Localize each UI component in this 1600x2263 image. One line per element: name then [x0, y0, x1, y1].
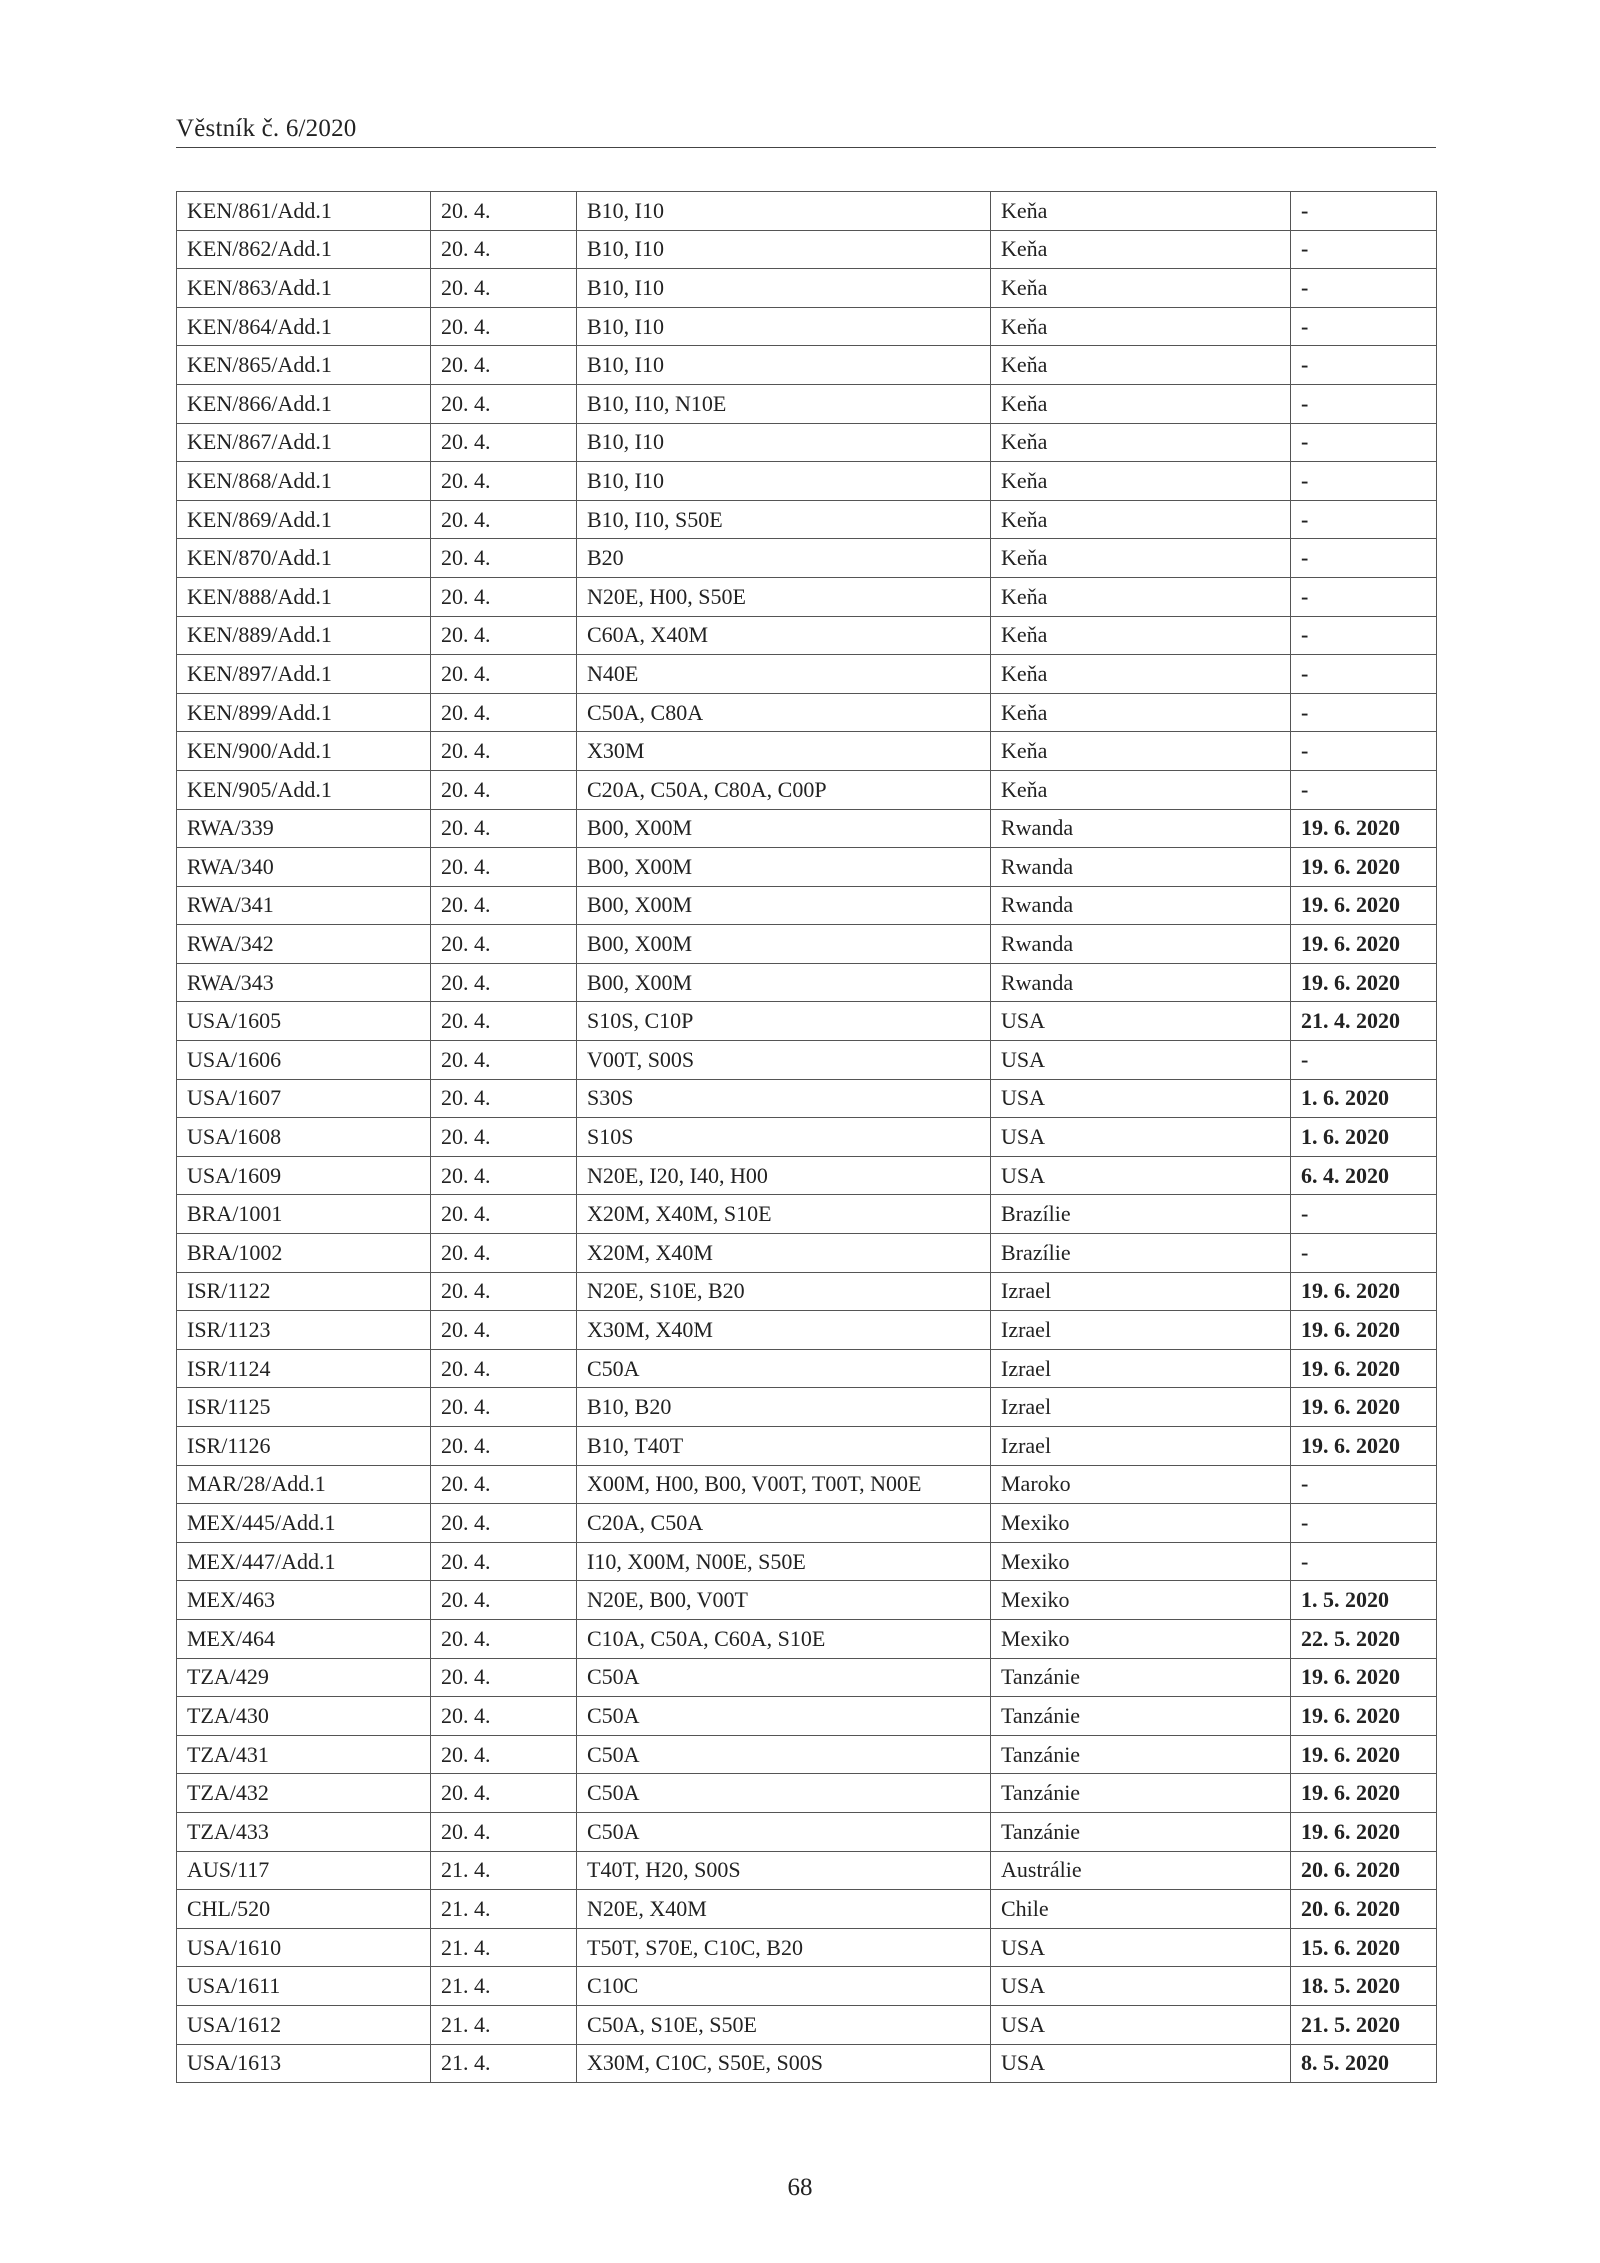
- date-cell: 20. 4.: [431, 384, 577, 423]
- ics-codes-cell: B00, X00M: [577, 925, 991, 964]
- ics-codes-cell: X00M, H00, B00, V00T, T00T, N00E: [577, 1465, 991, 1504]
- comment-deadline-cell: 20. 6. 2020: [1291, 1890, 1437, 1929]
- comment-deadline-cell: 20. 6. 2020: [1291, 1851, 1437, 1890]
- document-symbol-cell: KEN/897/Add.1: [177, 655, 431, 694]
- document-symbol-cell: ISR/1123: [177, 1311, 431, 1350]
- date-cell: 20. 4.: [431, 1581, 577, 1620]
- ics-codes-cell: B10, I10: [577, 462, 991, 501]
- ics-codes-cell: T40T, H20, S00S: [577, 1851, 991, 1890]
- date-cell: 20. 4.: [431, 963, 577, 1002]
- document-symbol-cell: USA/1612: [177, 2005, 431, 2044]
- country-cell: USA: [991, 2005, 1291, 2044]
- comment-deadline-cell: 21. 5. 2020: [1291, 2005, 1437, 2044]
- date-cell: 20. 4.: [431, 809, 577, 848]
- ics-codes-cell: S30S: [577, 1079, 991, 1118]
- document-symbol-cell: USA/1611: [177, 1967, 431, 2006]
- country-cell: USA: [991, 1928, 1291, 1967]
- table-row: [177, 1658, 1437, 1697]
- ics-codes-cell: B10, I10, S50E: [577, 500, 991, 539]
- table-row: [177, 384, 1437, 423]
- ics-codes-cell: B00, X00M: [577, 848, 991, 887]
- table-row: [177, 1272, 1437, 1311]
- page-header: [176, 112, 1436, 148]
- document-symbol-cell: TZA/431: [177, 1735, 431, 1774]
- date-cell: 21. 4.: [431, 2005, 577, 2044]
- country-cell: Maroko: [991, 1465, 1291, 1504]
- document-symbol-cell: AUS/117: [177, 1851, 431, 1890]
- comment-deadline-cell: -: [1291, 1504, 1437, 1543]
- comment-deadline-cell: 1. 5. 2020: [1291, 1581, 1437, 1620]
- country-cell: Keňa: [991, 384, 1291, 423]
- ics-codes-cell: B10, I10: [577, 307, 991, 346]
- ics-codes-cell: B20: [577, 539, 991, 578]
- comment-deadline-cell: -: [1291, 423, 1437, 462]
- comment-deadline-cell: -: [1291, 500, 1437, 539]
- document-symbol-cell: ISR/1125: [177, 1388, 431, 1427]
- document-symbol-cell: RWA/342: [177, 925, 431, 964]
- comment-deadline-cell: 19. 6. 2020: [1291, 1735, 1437, 1774]
- document-symbol-cell: RWA/339: [177, 809, 431, 848]
- ics-codes-cell: V00T, S00S: [577, 1041, 991, 1080]
- date-cell: 20. 4.: [431, 616, 577, 655]
- table-row: [177, 1156, 1437, 1195]
- date-cell: 20. 4.: [431, 655, 577, 694]
- comment-deadline-cell: -: [1291, 462, 1437, 501]
- ics-codes-cell: B10, I10: [577, 423, 991, 462]
- comment-deadline-cell: 19. 6. 2020: [1291, 848, 1437, 887]
- comment-deadline-cell: 1. 6. 2020: [1291, 1079, 1437, 1118]
- date-cell: 20. 4.: [431, 500, 577, 539]
- ics-codes-cell: C20A, C50A: [577, 1504, 991, 1543]
- country-cell: Izrael: [991, 1349, 1291, 1388]
- date-cell: 20. 4.: [431, 1774, 577, 1813]
- ics-codes-cell: C20A, C50A, C80A, C00P: [577, 770, 991, 809]
- country-cell: Keňa: [991, 269, 1291, 308]
- date-cell: 20. 4.: [431, 346, 577, 385]
- comment-deadline-cell: -: [1291, 655, 1437, 694]
- country-cell: Tanzánie: [991, 1658, 1291, 1697]
- comment-deadline-cell: 21. 4. 2020: [1291, 1002, 1437, 1041]
- document-symbol-cell: KEN/888/Add.1: [177, 577, 431, 616]
- table-row: [177, 1697, 1437, 1736]
- country-cell: Austrálie: [991, 1851, 1291, 1890]
- table-row: [177, 1465, 1437, 1504]
- document-symbol-cell: KEN/865/Add.1: [177, 346, 431, 385]
- table-row: [177, 1118, 1437, 1157]
- ics-codes-cell: B00, X00M: [577, 886, 991, 925]
- ics-codes-cell: N40E: [577, 655, 991, 694]
- comment-deadline-cell: -: [1291, 307, 1437, 346]
- country-cell: Mexiko: [991, 1581, 1291, 1620]
- document-symbol-cell: CHL/520: [177, 1890, 431, 1929]
- ics-codes-cell: I10, X00M, N00E, S50E: [577, 1542, 991, 1581]
- date-cell: 20. 4.: [431, 1079, 577, 1118]
- comment-deadline-cell: -: [1291, 616, 1437, 655]
- country-cell: Keňa: [991, 770, 1291, 809]
- country-cell: USA: [991, 1118, 1291, 1157]
- date-cell: 21. 4.: [431, 2044, 577, 2083]
- country-cell: USA: [991, 1002, 1291, 1041]
- document-symbol-cell: RWA/340: [177, 848, 431, 887]
- country-cell: Brazílie: [991, 1234, 1291, 1273]
- country-cell: Izrael: [991, 1311, 1291, 1350]
- date-cell: 20. 4.: [431, 693, 577, 732]
- date-cell: 20. 4.: [431, 1041, 577, 1080]
- notifications-table: [176, 191, 1437, 2083]
- ics-codes-cell: X30M, X40M: [577, 1311, 991, 1350]
- table-row: [177, 1349, 1437, 1388]
- ics-codes-cell: N20E, I20, I40, H00: [577, 1156, 991, 1195]
- ics-codes-cell: S10S, C10P: [577, 1002, 991, 1041]
- comment-deadline-cell: 6. 4. 2020: [1291, 1156, 1437, 1195]
- date-cell: 20. 4.: [431, 732, 577, 771]
- document-symbol-cell: USA/1610: [177, 1928, 431, 1967]
- ics-codes-cell: X20M, X40M, S10E: [577, 1195, 991, 1234]
- country-cell: Tanzánie: [991, 1697, 1291, 1736]
- comment-deadline-cell: 19. 6. 2020: [1291, 925, 1437, 964]
- document-symbol-cell: KEN/863/Add.1: [177, 269, 431, 308]
- table-row: [177, 1812, 1437, 1851]
- ics-codes-cell: B10, T40T: [577, 1427, 991, 1466]
- comment-deadline-cell: 19. 6. 2020: [1291, 1388, 1437, 1427]
- document-symbol-cell: USA/1605: [177, 1002, 431, 1041]
- country-cell: USA: [991, 1041, 1291, 1080]
- country-cell: Keňa: [991, 577, 1291, 616]
- table-row: [177, 655, 1437, 694]
- date-cell: 20. 4.: [431, 1349, 577, 1388]
- document-symbol-cell: KEN/870/Add.1: [177, 539, 431, 578]
- journal-title: Věstník č. 6/2020: [176, 115, 357, 142]
- country-cell: Keňa: [991, 655, 1291, 694]
- table-row: [177, 963, 1437, 1002]
- country-cell: Izrael: [991, 1388, 1291, 1427]
- document-symbol-cell: KEN/899/Add.1: [177, 693, 431, 732]
- comment-deadline-cell: 19. 6. 2020: [1291, 1349, 1437, 1388]
- date-cell: 20. 4.: [431, 423, 577, 462]
- ics-codes-cell: C10A, C50A, C60A, S10E: [577, 1619, 991, 1658]
- ics-codes-cell: B00, X00M: [577, 963, 991, 1002]
- date-cell: 20. 4.: [431, 307, 577, 346]
- document-symbol-cell: RWA/343: [177, 963, 431, 1002]
- document-symbol-cell: TZA/429: [177, 1658, 431, 1697]
- table-row: [177, 1388, 1437, 1427]
- date-cell: 20. 4.: [431, 269, 577, 308]
- country-cell: Keňa: [991, 693, 1291, 732]
- table-row: [177, 1928, 1437, 1967]
- document-symbol-cell: RWA/341: [177, 886, 431, 925]
- table-row: [177, 192, 1437, 231]
- ics-codes-cell: C50A, S10E, S50E: [577, 2005, 991, 2044]
- comment-deadline-cell: -: [1291, 230, 1437, 269]
- table-row: [177, 577, 1437, 616]
- table-body: [177, 192, 1437, 2083]
- comment-deadline-cell: 18. 5. 2020: [1291, 1967, 1437, 2006]
- comment-deadline-cell: 19. 6. 2020: [1291, 1812, 1437, 1851]
- country-cell: Izrael: [991, 1427, 1291, 1466]
- ics-codes-cell: C50A: [577, 1735, 991, 1774]
- document-symbol-cell: MEX/464: [177, 1619, 431, 1658]
- table-row: [177, 1234, 1437, 1273]
- country-cell: Tanzánie: [991, 1812, 1291, 1851]
- country-cell: USA: [991, 1967, 1291, 2006]
- table-row: [177, 1427, 1437, 1466]
- date-cell: 20. 4.: [431, 1272, 577, 1311]
- comment-deadline-cell: 19. 6. 2020: [1291, 1774, 1437, 1813]
- comment-deadline-cell: -: [1291, 1195, 1437, 1234]
- table-row: [177, 1542, 1437, 1581]
- date-cell: 20. 4.: [431, 539, 577, 578]
- comment-deadline-cell: 19. 6. 2020: [1291, 1658, 1437, 1697]
- comment-deadline-cell: 15. 6. 2020: [1291, 1928, 1437, 1967]
- table-row: [177, 307, 1437, 346]
- table-row: [177, 1002, 1437, 1041]
- document-symbol-cell: MEX/447/Add.1: [177, 1542, 431, 1581]
- document-symbol-cell: KEN/862/Add.1: [177, 230, 431, 269]
- table-row: [177, 230, 1437, 269]
- date-cell: 20. 4.: [431, 925, 577, 964]
- country-cell: Rwanda: [991, 809, 1291, 848]
- comment-deadline-cell: 19. 6. 2020: [1291, 1697, 1437, 1736]
- ics-codes-cell: C50A: [577, 1349, 991, 1388]
- table-row: [177, 732, 1437, 771]
- comment-deadline-cell: 19. 6. 2020: [1291, 1311, 1437, 1350]
- country-cell: Keňa: [991, 346, 1291, 385]
- country-cell: Rwanda: [991, 925, 1291, 964]
- country-cell: USA: [991, 1156, 1291, 1195]
- document-symbol-cell: KEN/905/Add.1: [177, 770, 431, 809]
- date-cell: 21. 4.: [431, 1851, 577, 1890]
- country-cell: Keňa: [991, 230, 1291, 269]
- country-cell: Keňa: [991, 616, 1291, 655]
- ics-codes-cell: C50A: [577, 1697, 991, 1736]
- table-row: [177, 1890, 1437, 1929]
- document-symbol-cell: TZA/433: [177, 1812, 431, 1851]
- comment-deadline-cell: -: [1291, 1234, 1437, 1273]
- date-cell: 20. 4.: [431, 770, 577, 809]
- date-cell: 20. 4.: [431, 848, 577, 887]
- document-symbol-cell: USA/1608: [177, 1118, 431, 1157]
- document-symbol-cell: KEN/861/Add.1: [177, 192, 431, 231]
- ics-codes-cell: B10, I10: [577, 346, 991, 385]
- ics-codes-cell: B10, I10: [577, 269, 991, 308]
- date-cell: 20. 4.: [431, 1812, 577, 1851]
- ics-codes-cell: N20E, X40M: [577, 1890, 991, 1929]
- table-row: [177, 809, 1437, 848]
- comment-deadline-cell: -: [1291, 1465, 1437, 1504]
- table-row: [177, 1967, 1437, 2006]
- ics-codes-cell: N20E, S10E, B20: [577, 1272, 991, 1311]
- table-row: [177, 423, 1437, 462]
- ics-codes-cell: B10, B20: [577, 1388, 991, 1427]
- country-cell: Keňa: [991, 539, 1291, 578]
- country-cell: Izrael: [991, 1272, 1291, 1311]
- country-cell: Keňa: [991, 462, 1291, 501]
- country-cell: Mexiko: [991, 1504, 1291, 1543]
- table-row: [177, 1311, 1437, 1350]
- document-symbol-cell: KEN/869/Add.1: [177, 500, 431, 539]
- comment-deadline-cell: -: [1291, 693, 1437, 732]
- table-row: [177, 616, 1437, 655]
- table-row: [177, 1619, 1437, 1658]
- comment-deadline-cell: 8. 5. 2020: [1291, 2044, 1437, 2083]
- date-cell: 20. 4.: [431, 1118, 577, 1157]
- document-symbol-cell: TZA/430: [177, 1697, 431, 1736]
- document-symbol-cell: ISR/1122: [177, 1272, 431, 1311]
- date-cell: 20. 4.: [431, 1427, 577, 1466]
- table-row: [177, 886, 1437, 925]
- table-row: [177, 848, 1437, 887]
- ics-codes-cell: C50A: [577, 1812, 991, 1851]
- ics-codes-cell: B00, X00M: [577, 809, 991, 848]
- table-row: [177, 925, 1437, 964]
- document-symbol-cell: KEN/889/Add.1: [177, 616, 431, 655]
- date-cell: 20. 4.: [431, 1234, 577, 1273]
- table-row: [177, 2005, 1437, 2044]
- document-symbol-cell: KEN/867/Add.1: [177, 423, 431, 462]
- country-cell: Mexiko: [991, 1619, 1291, 1658]
- document-symbol-cell: USA/1609: [177, 1156, 431, 1195]
- date-cell: 20. 4.: [431, 462, 577, 501]
- document-symbol-cell: USA/1606: [177, 1041, 431, 1080]
- country-cell: Mexiko: [991, 1542, 1291, 1581]
- table-row: [177, 1581, 1437, 1620]
- date-cell: 20. 4.: [431, 1735, 577, 1774]
- document-symbol-cell: MAR/28/Add.1: [177, 1465, 431, 1504]
- date-cell: 20. 4.: [431, 1697, 577, 1736]
- date-cell: 21. 4.: [431, 1890, 577, 1929]
- page-number: 68: [787, 2174, 813, 2201]
- ics-codes-cell: B10, I10, N10E: [577, 384, 991, 423]
- table-row: [177, 539, 1437, 578]
- date-cell: 21. 4.: [431, 1928, 577, 1967]
- ics-codes-cell: S10S: [577, 1118, 991, 1157]
- comment-deadline-cell: 22. 5. 2020: [1291, 1619, 1437, 1658]
- table-row: [177, 1079, 1437, 1118]
- country-cell: Rwanda: [991, 963, 1291, 1002]
- comment-deadline-cell: 1. 6. 2020: [1291, 1118, 1437, 1157]
- document-symbol-cell: KEN/900/Add.1: [177, 732, 431, 771]
- comment-deadline-cell: -: [1291, 577, 1437, 616]
- comment-deadline-cell: -: [1291, 732, 1437, 771]
- ics-codes-cell: X30M: [577, 732, 991, 771]
- comment-deadline-cell: 19. 6. 2020: [1291, 886, 1437, 925]
- date-cell: 20. 4.: [431, 1619, 577, 1658]
- ics-codes-cell: N20E, H00, S50E: [577, 577, 991, 616]
- document-symbol-cell: MEX/463: [177, 1581, 431, 1620]
- date-cell: 20. 4.: [431, 1195, 577, 1234]
- date-cell: 20. 4.: [431, 1465, 577, 1504]
- country-cell: Rwanda: [991, 886, 1291, 925]
- document-symbol-cell: BRA/1001: [177, 1195, 431, 1234]
- document-symbol-cell: KEN/866/Add.1: [177, 384, 431, 423]
- country-cell: Keňa: [991, 500, 1291, 539]
- table-row: [177, 1851, 1437, 1890]
- table-row: [177, 1735, 1437, 1774]
- document-symbol-cell: KEN/864/Add.1: [177, 307, 431, 346]
- comment-deadline-cell: -: [1291, 539, 1437, 578]
- ics-codes-cell: T50T, S70E, C10C, B20: [577, 1928, 991, 1967]
- date-cell: 20. 4.: [431, 1311, 577, 1350]
- ics-codes-cell: C50A: [577, 1774, 991, 1813]
- ics-codes-cell: C10C: [577, 1967, 991, 2006]
- table-row: [177, 1774, 1437, 1813]
- country-cell: Tanzánie: [991, 1774, 1291, 1813]
- date-cell: 20. 4.: [431, 1388, 577, 1427]
- document-symbol-cell: BRA/1002: [177, 1234, 431, 1273]
- comment-deadline-cell: -: [1291, 770, 1437, 809]
- ics-codes-cell: B10, I10: [577, 230, 991, 269]
- table-row: [177, 2044, 1437, 2083]
- document-symbol-cell: ISR/1124: [177, 1349, 431, 1388]
- table-row: [177, 770, 1437, 809]
- table-row: [177, 693, 1437, 732]
- table-row: [177, 462, 1437, 501]
- date-cell: 20. 4.: [431, 1156, 577, 1195]
- document-symbol-cell: TZA/432: [177, 1774, 431, 1813]
- date-cell: 20. 4.: [431, 1542, 577, 1581]
- date-cell: 20. 4.: [431, 1658, 577, 1697]
- document-symbol-cell: USA/1613: [177, 2044, 431, 2083]
- date-cell: 20. 4.: [431, 230, 577, 269]
- document-symbol-cell: ISR/1126: [177, 1427, 431, 1466]
- table-row: [177, 346, 1437, 385]
- table-row: [177, 1195, 1437, 1234]
- comment-deadline-cell: 19. 6. 2020: [1291, 1272, 1437, 1311]
- country-cell: Brazílie: [991, 1195, 1291, 1234]
- country-cell: Tanzánie: [991, 1735, 1291, 1774]
- document-symbol-cell: KEN/868/Add.1: [177, 462, 431, 501]
- date-cell: 20. 4.: [431, 1504, 577, 1543]
- ics-codes-cell: C50A: [577, 1658, 991, 1697]
- ics-codes-cell: X30M, C10C, S50E, S00S: [577, 2044, 991, 2083]
- country-cell: USA: [991, 1079, 1291, 1118]
- comment-deadline-cell: 19. 6. 2020: [1291, 1427, 1437, 1466]
- country-cell: Rwanda: [991, 848, 1291, 887]
- country-cell: USA: [991, 2044, 1291, 2083]
- comment-deadline-cell: -: [1291, 192, 1437, 231]
- comment-deadline-cell: -: [1291, 1041, 1437, 1080]
- date-cell: 21. 4.: [431, 1967, 577, 2006]
- ics-codes-cell: C50A, C80A: [577, 693, 991, 732]
- table-row: [177, 500, 1437, 539]
- table-row: [177, 1504, 1437, 1543]
- table-row: [177, 1041, 1437, 1080]
- country-cell: Keňa: [991, 423, 1291, 462]
- document-symbol-cell: MEX/445/Add.1: [177, 1504, 431, 1543]
- date-cell: 20. 4.: [431, 577, 577, 616]
- ics-codes-cell: B10, I10: [577, 192, 991, 231]
- ics-codes-cell: C60A, X40M: [577, 616, 991, 655]
- comment-deadline-cell: -: [1291, 1542, 1437, 1581]
- country-cell: Keňa: [991, 732, 1291, 771]
- ics-codes-cell: N20E, B00, V00T: [577, 1581, 991, 1620]
- date-cell: 20. 4.: [431, 192, 577, 231]
- country-cell: Keňa: [991, 307, 1291, 346]
- date-cell: 20. 4.: [431, 886, 577, 925]
- ics-codes-cell: X20M, X40M: [577, 1234, 991, 1273]
- date-cell: 20. 4.: [431, 1002, 577, 1041]
- document-symbol-cell: USA/1607: [177, 1079, 431, 1118]
- country-cell: Chile: [991, 1890, 1291, 1929]
- comment-deadline-cell: -: [1291, 269, 1437, 308]
- country-cell: Keňa: [991, 192, 1291, 231]
- table-row: [177, 269, 1437, 308]
- comment-deadline-cell: 19. 6. 2020: [1291, 809, 1437, 848]
- comment-deadline-cell: -: [1291, 384, 1437, 423]
- comment-deadline-cell: -: [1291, 346, 1437, 385]
- comment-deadline-cell: 19. 6. 2020: [1291, 963, 1437, 1002]
